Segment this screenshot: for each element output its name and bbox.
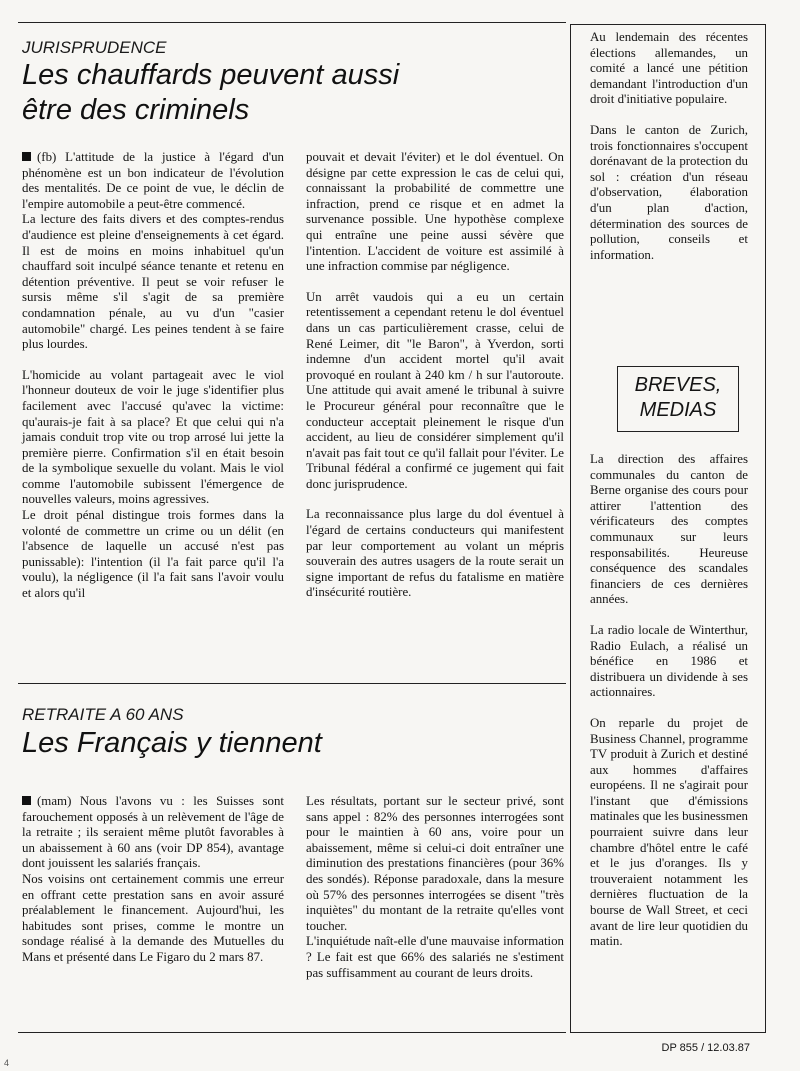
- middle-rule: [18, 683, 566, 684]
- top-rule: [18, 22, 566, 23]
- article1-paragraph: Un arrêt vaudois qui a eu un certain retentissement a cependant retenu le dol éventuel dans un cas particulièrement crasse, celui de René Leimer, dit "le Baron", à Yverdon, sorti indemne d'un accident mortel qu'il avait provoqué en roulant à 240 km / h sur l'autoroute. Une attitude qui avait amené le tribunal à suivre le Procureur général pour reconnaître que le conducteur acceptait pleinement le risque d'un accident, au lieu de considérer simplement qu'il n'avait pas fait tout ce qu'il fallait pour l'éviter. Le Tribunal fédéral a confirmé ce jugement qui fait donc jurisprudence.: [306, 289, 564, 491]
- breves-medias-box: [617, 366, 739, 432]
- square-bullet-icon: [22, 152, 31, 161]
- sidebar-brief: La radio locale de Winterthur, Radio Eulach, a réalisé un bénéfice en 1986 et distribuera un dividende à ses actionnaires.: [590, 622, 748, 700]
- sidebar-top-rule: [570, 24, 766, 25]
- article1-paragraph: La reconnaissance plus large du dol éventuel à l'égard de certains conducteurs qui manifestent par leur comportement au volant un mépris souverain des autres usagers de la route serait un signe important de refus du fatalisme en matière d'insécurité routière.: [306, 507, 564, 600]
- sidebar-right-rule: [765, 24, 766, 1032]
- sidebar-brief: La direction des affaires communales du canton de Berne organise des cours pour attirer l'attention des vérificateurs des comptes communaux sur leurs responsabilités. Heureuse conséquence des scandales financiers de ces dernières années.: [590, 452, 748, 607]
- sidebar-left-rule: [570, 24, 571, 1032]
- article1-paragraph: La lecture des faits divers et des comptes-rendus d'audience est pleine d'enseignements à cet égard. Il est de moins en moins inhabituel qu'un chauffard soit inculpé séance tenante et retenu en détention préventive. Il peut se voir refuser le sursis même s'il s'agit de sa première condamnation pénale, au vu d'un "casier automobile" chargé. Les peines tendent à se faire plus lourdes.: [22, 212, 284, 352]
- article2-kicker: RETRAITE A 60 ANS: [22, 705, 184, 724]
- article1-headline-line1: Les chauffards peuvent aussi: [22, 59, 400, 91]
- breves-title-line1: BREVES,: [634, 374, 722, 396]
- breves-title-line2: MEDIAS: [639, 399, 717, 421]
- article2-column-1: [22, 794, 284, 966]
- square-bullet-icon: [22, 796, 31, 805]
- article2-paragraph: (mam) Nous l'avons vu : les Suisses sont farouchement opposés à un relèvement de l'âge de la retraite ; ils seraient même plutôt favorables à un abaissement à 60 ans (voir DP 854), avantage dont jouissent les salariés français.: [22, 794, 284, 871]
- article2-column-2: [306, 794, 564, 981]
- article1-column-2: [306, 150, 564, 601]
- article1-headline-line2: être des criminels: [22, 94, 250, 126]
- article2-paragraph: Nos voisins ont certainement commis une erreur en offrant cette prestation sans en avoir assuré préalablement le financement. Aujourd'hui, les habitudes sont prises, comme le montre un sondage réalisé à la demande des Mutuelles du Mans et présenté dans Le Figaro du 2 mars 87.: [22, 871, 284, 964]
- article1-paragraph: pouvait et devait l'éviter) et le dol éventuel. On désigne par cette expression le cas de celui qui, connaissant la probabilité de commettre une infraction, prend ce risque et en admet la survenance possible. Une hypothèse complexe qui entraîne une peine aussi sévère que l'intention. L'accident de voiture est assimilé à une infraction commise par négligence.: [306, 150, 564, 274]
- issue-footer: DP 855 / 12.03.87: [661, 1042, 750, 1054]
- sidebar-brief: On reparle du projet de Business Channel, programme TV produit à Zurich et destiné aux hommes d'affaires européens. Il ne s'agirait pour l'instant que d'émissions matinales que les businessmen pourraient suivre dans leur chambre d'hôtel entre le café et le jus d'oranges. Ils y trouveraient notamment les dernières fluctuation de la bourse de Wall Street, et ceci avant de lire leur quotidien du matin.: [590, 715, 748, 949]
- article1-column-1: [22, 150, 284, 602]
- article2-headline: Les Français y tiennent: [22, 727, 322, 759]
- article2-paragraph: L'inquiétude naît-elle d'une mauvaise information ? Le fait est que 66% des salariés ne s'estiment pas suffisamment au courant de leurs droits.: [306, 934, 564, 980]
- sidebar-top-text: [590, 30, 748, 263]
- sidebar-brief: Au lendemain des récentes élections allemandes, un comité a lancé une pétition demandant l'introduction d'un droit d'initiative populaire.: [590, 30, 748, 107]
- page-number: 4: [4, 1058, 10, 1068]
- bottom-rule: [18, 1032, 566, 1033]
- sidebar-bottom-rule: [570, 1032, 766, 1033]
- article1-paragraph: Le droit pénal distingue trois formes dans la volonté de commettre un crime ou un délit (en l'absence de laquelle un accusé n'est pas punissable): l'intention (il l'a fait parce qu'il l'a voulu), la négligence (il l'a fait sans l'avoir voulu et alors qu'il: [22, 508, 284, 601]
- article1-headline: [22, 58, 562, 128]
- sidebar-brief: Dans le canton de Zurich, trois fonctionnaires s'occupent dorénavant de la protection du sol : création d'un réseau d'observation, élaboration d'un plan d'action, détermination des sources de pollution, conseils et information.: [590, 122, 748, 262]
- sidebar-bottom-text: [590, 452, 748, 950]
- article1-paragraph: L'homicide au volant partageait avec le viol l'honneur douteux de voir le juge s'identifier plus facilement avec l'accusé qu'avec la victime: qu'aurais-je fait à sa place? Et que celui qui n'a jamais conduit trop vite ou trop arrosé lui jette la première pierre. Confirmation s'il en était besoin de la symbolique sexuelle du volant. Mais le viol comme l'automobile subissent l'émergence de nouvelles valeurs, moins agressives.: [22, 367, 284, 507]
- article1-kicker: JURISPRUDENCE: [22, 38, 167, 57]
- article1-paragraph: (fb) L'attitude de la justice à l'égard d'un phénomène est un bon indicateur de l'évolution des mentalités. De ce point de vue, le déclin de l'empire automobile a peut-être commencé.: [22, 150, 284, 211]
- article2-paragraph: Les résultats, portant sur le secteur privé, sont sans appel : 82% des personnes interrogées sont pour le maintien à 60 ans, voire pour un abaissement, même si celui-ci doit entraîner une diminution des prestations financières (pour 36% des sondés). Réponse paradoxale, dans la mesure où 57% des personnes interrogées se disent "très inquiètes" du montant de la retraite qu'elles vont toucher.: [306, 794, 564, 933]
